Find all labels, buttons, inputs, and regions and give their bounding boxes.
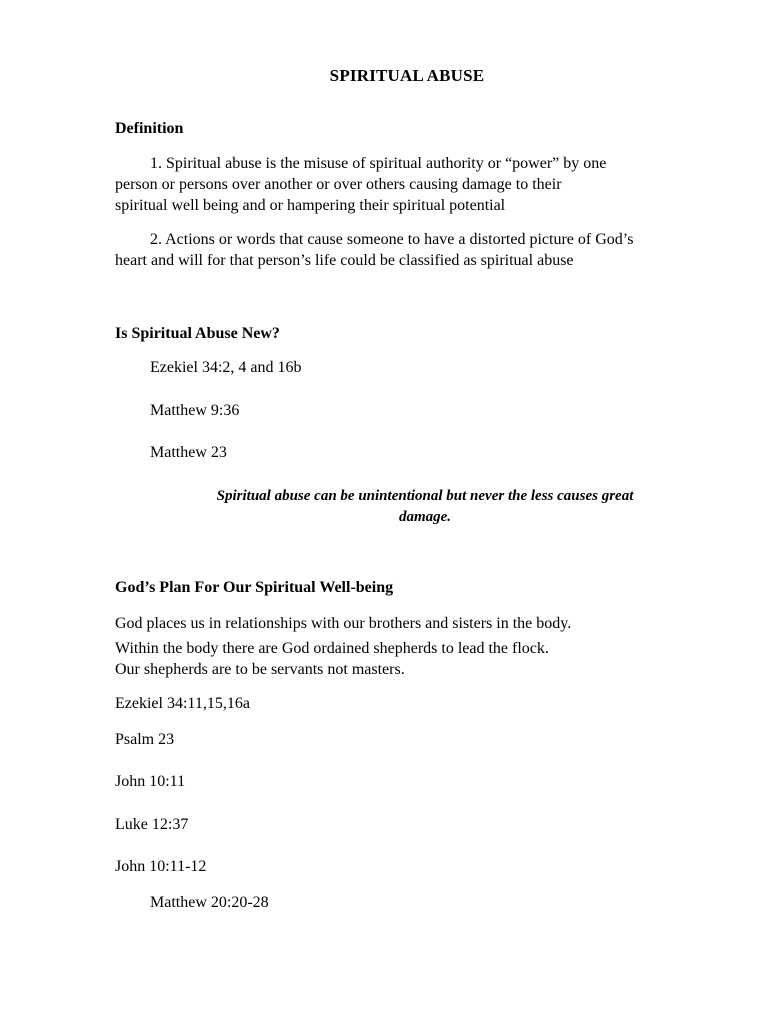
scripture-reference: John 10:11 [115, 773, 186, 790]
gods-plan-body [115, 638, 549, 680]
definition-point-2-line: heart and will for that person’s life could be classified as spiritual abuse [115, 252, 574, 269]
gods-plan-intro: God places us in relationships with our brothers and sisters in the body. [115, 615, 572, 632]
definition-point-1 [115, 153, 607, 216]
emphasis-note [150, 486, 700, 528]
scripture-reference: Ezekiel 34:11,15,16a [115, 695, 250, 712]
emphasis-note-line: damage. [398, 509, 452, 525]
scripture-reference: Matthew 9:36 [150, 402, 240, 419]
definition-point-1-line: 1. Spiritual abuse is the misuse of spiritual authority or “power” by one [150, 155, 607, 172]
definition-point-2 [115, 229, 634, 271]
scripture-reference: Matthew 23 [150, 444, 227, 461]
is-spiritual-abuse-new-heading: Is Spiritual Abuse New? [115, 325, 280, 342]
scripture-reference: Ezekiel 34:2, 4 and 16b [150, 359, 302, 376]
scripture-reference: Luke 12:37 [115, 816, 189, 833]
definition-heading: Definition [115, 120, 184, 137]
document-title: SPIRITUAL ABUSE [329, 66, 485, 85]
gods-plan-body-line: Within the body there are God ordained shepherds to lead the flock. [115, 640, 549, 657]
gods-plan-heading: God’s Plan For Our Spiritual Well-being [115, 579, 394, 596]
definition-point-2-line: 2. Actions or words that cause someone to have a distorted picture of God’s [150, 231, 634, 248]
scripture-reference: Psalm 23 [115, 731, 175, 748]
scripture-reference: Matthew 20:20-28 [150, 894, 269, 911]
emphasis-note-line: Spiritual abuse can be unintentional but never the less causes great [216, 488, 634, 504]
definition-point-1-line: spiritual well being and or hampering their spiritual potential [115, 197, 506, 214]
definition-point-1-line: person or persons over another or over others causing damage to their [115, 176, 562, 193]
scripture-reference: John 10:11-12 [115, 858, 207, 875]
gods-plan-body-line: Our shepherds are to be servants not masters. [115, 661, 405, 678]
